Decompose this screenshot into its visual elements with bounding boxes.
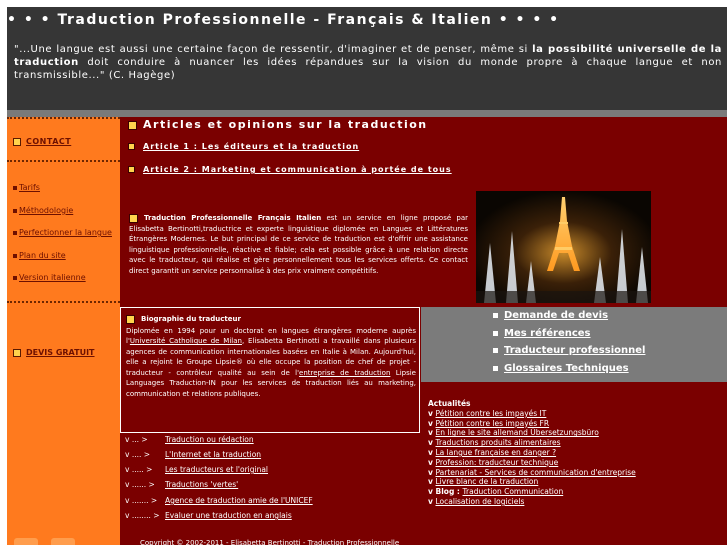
bottom-link[interactable]: Agence de traduction amie de l'UNICEF — [165, 496, 313, 505]
biography-box: Biographie du traducteur Diplomée en 1994 pour un doctorat en langues étrangères moderne auprès l'Université Catholique de Milan, Elisabetta Bertinotti a travaillé dans plusieurs agences de communication internationales basées en Italie à Milan. Aujourd'hui, elle a rejoint le Groupe Lipsie® où elle occupe la position de chef de projet - traducteur - contrôleur qualité au sein de l'entreprise de traduction Lipsie Languages Traduction-IN pour les services de traduction liés au marketing, communication et relations publiques. — [120, 307, 420, 433]
bottom-link-row[interactable] — [125, 435, 254, 444]
eiffel-tower-photo — [476, 191, 651, 303]
sidebar-link-perfectionner[interactable]: Perfectionner la langue — [13, 228, 112, 237]
chevron-icon: v — [428, 408, 436, 418]
chevron-icon: v — [428, 467, 436, 477]
news-link[interactable]: Pétition contre les impayés IT — [435, 408, 547, 418]
article-1-link[interactable]: Article 1 : Les éditeurs et la traduction — [128, 142, 359, 151]
bullet-icon — [128, 143, 135, 150]
news-link[interactable]: Localisation de logiciels — [435, 496, 525, 506]
services-menu — [421, 307, 727, 382]
bullet-icon — [13, 349, 21, 357]
news-item[interactable] — [428, 477, 724, 487]
sidebar — [7, 117, 120, 545]
news-link[interactable]: Traductions produits alimentaires — [435, 438, 561, 448]
news-item[interactable] — [428, 497, 724, 507]
bullet-icon — [13, 276, 17, 280]
site-title: • • • Traduction Professionnelle - Français & Italien • • • • — [7, 12, 560, 28]
bottom-link[interactable]: Evaluer une traduction en anglais — [165, 511, 292, 520]
news-item[interactable] — [428, 448, 724, 458]
link-prefix: v .... > — [125, 450, 151, 459]
bullet-icon — [128, 121, 137, 130]
section-title: Articles et opinions sur la traduction — [128, 118, 428, 131]
chevron-icon: v — [428, 428, 436, 438]
bottom-link[interactable]: L'Internet et la traduction — [165, 450, 262, 459]
main-content — [120, 117, 727, 545]
news-item[interactable] — [428, 428, 724, 438]
bullet-icon — [13, 231, 17, 235]
bullet-icon — [493, 331, 498, 336]
divider — [7, 160, 120, 162]
footer-button[interactable] — [14, 538, 38, 545]
chevron-icon: v — [428, 447, 436, 457]
link-prefix: v ... > — [125, 435, 148, 444]
menu-traducteur[interactable]: Traducteur professionnel — [493, 345, 645, 356]
chevron-icon: v — [428, 457, 436, 467]
news-link[interactable]: Livre blanc de la traduction — [435, 477, 539, 487]
news-item[interactable] — [428, 487, 724, 497]
bottom-link-row[interactable] — [125, 450, 261, 459]
news-item[interactable] — [428, 458, 724, 468]
news-link[interactable]: La langue française en danger ? — [435, 447, 557, 457]
news-link[interactable]: Partenariat - Services de communication d'entreprise — [435, 467, 636, 477]
news-list — [428, 399, 724, 507]
menu-references[interactable]: Mes références — [493, 328, 591, 339]
separator-band — [7, 110, 727, 117]
footer-text: Copyright © 2002-2011 - Elisabetta Bertinotti - Traduction Professionnelle — [140, 539, 400, 547]
chevron-icon: v — [428, 496, 436, 506]
link-prefix: v ........ > — [125, 511, 160, 520]
article-2-link[interactable]: Article 2 : Marketing et communication à portée de tous — [128, 165, 452, 174]
link-prefix: v ....... > — [125, 496, 158, 505]
sidebar-link-methodologie[interactable]: Méthodologie — [13, 206, 73, 215]
news-title: Actualités — [428, 399, 471, 408]
divider — [7, 301, 120, 303]
bullet-icon — [13, 254, 17, 258]
intro-paragraph: Traduction Professionnelle Français Italien est un service en ligne proposé par Elisabetta Bertinotti,traductrice et experte linguistique diplomée en Langues et Littératures Étrangères Modernes. Le but principal de ce service de traduction est d'offrir une assistance linguistique professionnelle, réactive et fiable; cela est possible grâce à une relation directe avec le traducteur, qui réalise et gère personnellement tous les services offerts. Ce contact direct garantit un service personnalisé à des prix vraiment compétitifs. — [129, 214, 468, 275]
menu-glossaires[interactable]: Glossaires Techniques — [493, 363, 629, 374]
news-item[interactable] — [428, 409, 724, 419]
news-item[interactable] — [428, 419, 724, 429]
bullet-icon — [129, 214, 138, 223]
news-item[interactable] — [428, 438, 724, 448]
bottom-link[interactable]: Traduction ou rédaction — [165, 435, 254, 444]
entreprise-traduction-link[interactable]: entreprise de traduction — [299, 368, 391, 377]
link-prefix: v ...... > — [125, 480, 155, 489]
bottom-link-row[interactable] — [125, 511, 292, 520]
divider — [7, 117, 120, 119]
bottom-link[interactable]: Les traducteurs et l'original — [165, 465, 269, 474]
footer-buttons — [7, 538, 120, 545]
bullet-icon — [13, 138, 21, 146]
news-prefix: Blog : — [435, 487, 463, 497]
bio-title: Biographie du traducteur — [141, 315, 241, 323]
devis-gratuit-link[interactable]: DEVIS GRATUIT — [13, 348, 95, 357]
bottom-link[interactable]: Traductions 'vertes' — [165, 480, 239, 489]
footer-button[interactable] — [51, 538, 75, 545]
news-link[interactable]: En ligne le site allemand Übersetzungsbüro — [435, 428, 599, 438]
bottom-link-row[interactable] — [125, 496, 313, 505]
news-item[interactable] — [428, 468, 724, 478]
bullet-icon — [493, 348, 498, 353]
news-link[interactable]: Traduction Communication — [462, 487, 564, 497]
bullet-icon — [13, 186, 17, 190]
sidebar-link-tarifs[interactable]: Tarifs — [13, 183, 40, 192]
header-quote: "...Une langue est aussi une certaine façon de ressentir, d'imaginer et de penser, même si la possibilité universelle de la traduction doit conduire à nuancer les idées répandues sur la vision du monde propre à chaque langue et non transmissible..." (C. Hagège) — [14, 44, 722, 81]
sidebar-link-plan[interactable]: Plan du site — [13, 251, 66, 260]
chevron-icon: v — [428, 477, 436, 487]
contact-link[interactable]: CONTACT — [13, 137, 71, 146]
bullet-icon — [493, 366, 498, 371]
bullet-icon — [13, 209, 17, 213]
chevron-icon: v — [428, 487, 436, 497]
universite-link[interactable]: Université Catholique de Milan — [129, 337, 242, 345]
link-prefix: v ..... > — [125, 465, 153, 474]
bottom-link-row[interactable] — [125, 480, 238, 489]
chevron-icon: v — [428, 438, 436, 448]
chevron-icon: v — [428, 418, 436, 428]
menu-demande-devis[interactable]: Demande de devis — [493, 310, 608, 321]
sidebar-link-version-italienne[interactable]: Version italienne — [13, 273, 86, 282]
bullet-icon — [493, 313, 498, 318]
news-link[interactable]: Profession: traducteur technique — [435, 457, 559, 467]
bullet-icon — [128, 166, 135, 173]
news-link[interactable]: Pétition contre les impayés FR — [435, 418, 550, 428]
site-header — [7, 7, 727, 110]
bottom-link-row[interactable] — [125, 465, 268, 474]
bullet-icon — [126, 315, 135, 324]
